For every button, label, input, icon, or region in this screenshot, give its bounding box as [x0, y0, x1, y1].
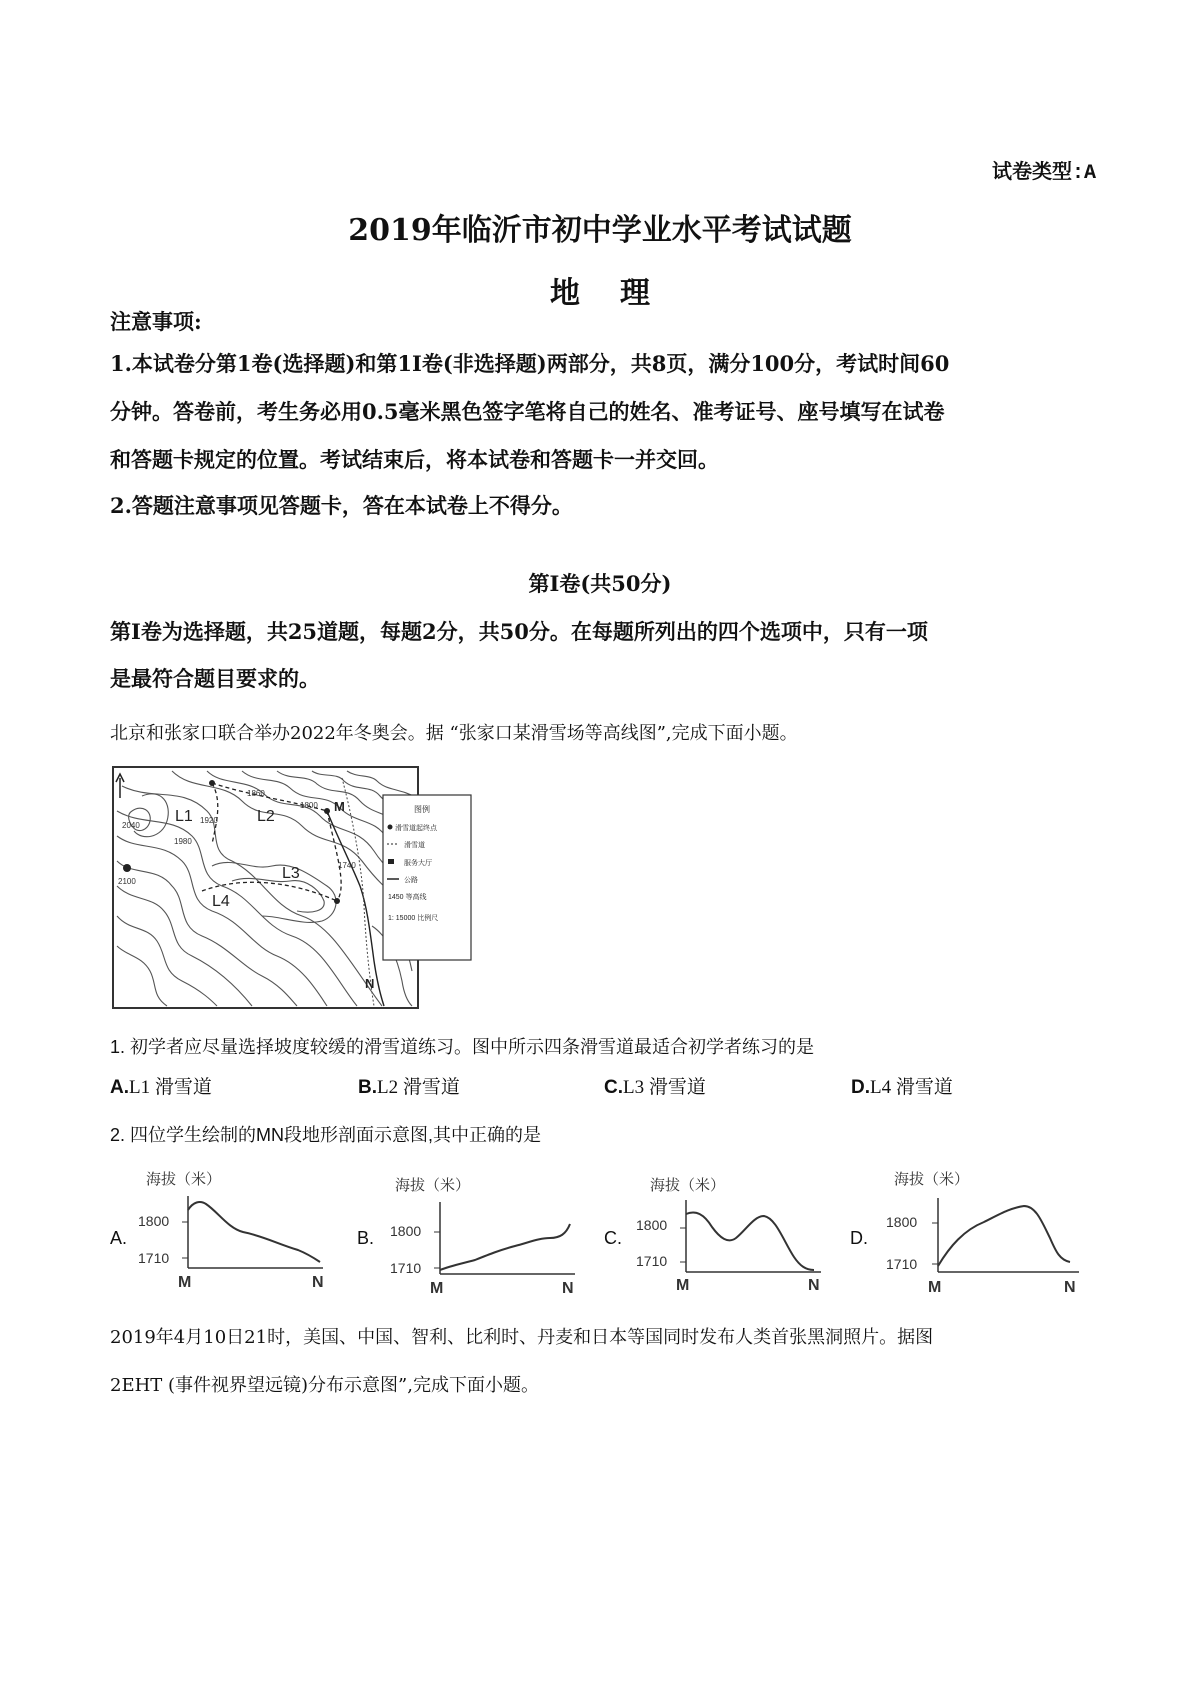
legend-item: 滑雪道起终点 — [395, 825, 437, 832]
point-n-label: N — [365, 976, 375, 991]
q2-option-a-letter[interactable]: A. — [110, 1228, 128, 1248]
notice-item2: 2.答题注意事项见答题卡，答在本试卷上不得分。 — [110, 493, 573, 518]
profile-c-tick: 1710 — [636, 1253, 668, 1269]
profile-c-n: N — [808, 1277, 820, 1294]
profile-c-tick: 1800 — [636, 1217, 668, 1233]
legend-item: 滑雪道 — [404, 842, 425, 849]
contour-label: 1740 — [338, 861, 356, 870]
point-m-label: M — [334, 799, 345, 814]
notice-item1-line3: 和答题卡规定的位置。考试结束后，将本试卷和答题卡一并交回。 — [110, 447, 719, 472]
q1-option-b[interactable]: B.L2 滑雪道 — [358, 1077, 460, 1098]
profile-d-tick: 1710 — [886, 1256, 918, 1272]
context-2-line2: 2EHT (事件视界望远镜)分布示意图”,完成下面小题。 — [110, 1375, 539, 1396]
legend-title: 图例 — [414, 805, 430, 814]
profile-b-tick: 1710 — [390, 1260, 422, 1276]
notice-heading: 注意事项: — [110, 309, 202, 334]
contour-label: 2100 — [118, 877, 136, 886]
profile-chart-a[interactable] — [138, 1166, 328, 1291]
profile-d-ylabel: 海拔（米） — [894, 1171, 970, 1188]
profile-b-m: M — [430, 1280, 444, 1297]
subject-title: 地理 — [550, 276, 690, 311]
profile-d-tick: 1800 — [886, 1214, 918, 1230]
legend-item: 公路 — [404, 877, 418, 884]
profile-chart-b[interactable] — [390, 1172, 580, 1297]
route-label-l3: L3 — [282, 865, 300, 882]
contour-label: 1920 — [200, 816, 218, 825]
contour-label: 1800 — [300, 801, 318, 810]
profile-a-n: N — [312, 1274, 324, 1291]
section-title: 第I卷(共50分) — [528, 571, 672, 596]
profile-a-tick: 1800 — [138, 1213, 170, 1229]
section-intro-line2: 是最符合题目要求的。 — [110, 666, 320, 691]
contour-label: 2040 — [122, 821, 140, 830]
q2-option-d-letter[interactable]: D. — [850, 1228, 868, 1248]
profile-chart-d[interactable] — [884, 1166, 1084, 1296]
exam-title: 2019年临沂市初中学业水平考试试题 — [348, 213, 852, 248]
q2-option-b-letter[interactable]: B. — [357, 1228, 375, 1248]
context-1: 北京和张家口联合举办2022年冬奥会。据 “张家口某滑雪场等高线图”,完成下面小题。 — [110, 723, 798, 744]
profile-d-m: M — [928, 1279, 942, 1296]
context-2-line1: 2019年4月10日21时，美国、中国、智利、比利时、丹麦和日本等国同时发布人类首张黑洞照片。据图 — [110, 1327, 934, 1348]
question-1-stem: 1. 初学者应尽量选择坡度较缓的滑雪道练习。图中所示四条滑雪道最适合初学者练习的是 — [110, 1037, 815, 1057]
profile-a-ylabel: 海拔（米） — [146, 1171, 222, 1188]
profile-a-tick: 1710 — [138, 1250, 170, 1266]
contour-label: 1980 — [174, 837, 192, 846]
paper-type-label: 试卷类型:A — [991, 162, 1096, 185]
profile-b-n: N — [562, 1280, 574, 1297]
profile-c-m: M — [676, 1277, 690, 1294]
profile-b-ylabel: 海拔（米） — [395, 1177, 471, 1194]
q1-option-a[interactable]: A.L1 滑雪道 — [110, 1077, 212, 1098]
q2-option-c-letter[interactable]: C. — [604, 1228, 622, 1248]
profile-a-m: M — [178, 1274, 192, 1291]
legend-item: 1: 15000 比例尺 — [388, 915, 439, 922]
legend-item: 1450 等高线 — [388, 894, 427, 901]
route-label-l2: L2 — [257, 808, 275, 825]
route-label-l4: L4 — [212, 893, 230, 910]
notice-item1-line2: 分钟。答卷前，考生务必用0.5毫米黑色签字笔将自己的姓名、准考证号、座号填写在试卷 — [110, 399, 945, 424]
q1-option-d[interactable]: D.L4 滑雪道 — [851, 1077, 953, 1098]
profile-c-ylabel: 海拔（米） — [650, 1177, 726, 1194]
profile-d-n: N — [1064, 1279, 1076, 1296]
contour-label: 1860 — [247, 789, 265, 798]
q1-option-c[interactable]: C.L3 滑雪道 — [604, 1077, 706, 1098]
profile-chart-c[interactable] — [636, 1172, 826, 1297]
profile-b-tick: 1800 — [390, 1223, 422, 1239]
section-intro-line1: 第I卷为选择题，共25道题，每题2分，共50分。在每题所列出的四个选项中，只有一项 — [110, 619, 928, 644]
route-label-l1: L1 — [175, 808, 193, 825]
question-2-stem: 2. 四位学生绘制的MN段地形剖面示意图,其中正确的是 — [110, 1125, 542, 1145]
contour-map — [112, 766, 507, 1011]
notice-item1-line1: 1.本试卷分第1卷(选择题)和第1I卷(非选择题)两部分，共8页，满分100分，考试时间60 — [110, 351, 950, 376]
legend-item: 服务大厅 — [404, 860, 432, 867]
